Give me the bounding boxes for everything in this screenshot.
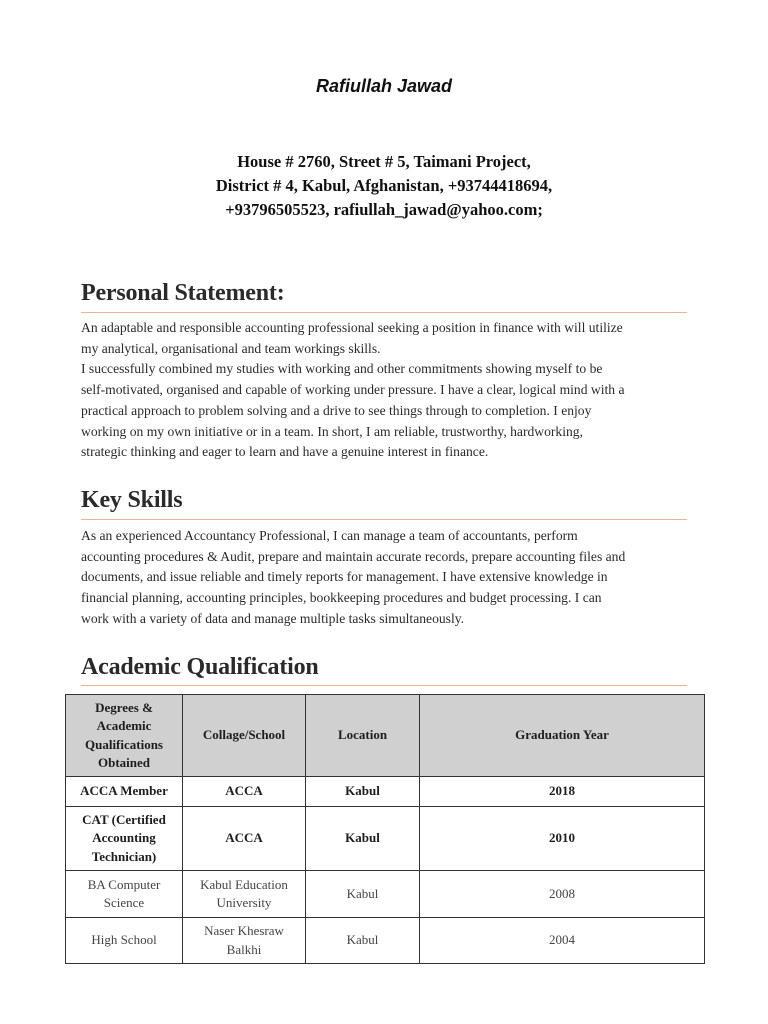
personal-statement-text [81, 318, 701, 463]
key-skills-text [81, 526, 701, 630]
address-line: House # 2760, Street # 5, Taimani Project, [237, 152, 531, 171]
location-cell: Kabul [306, 918, 420, 964]
location-cell: Kabul [306, 871, 420, 918]
text-line: accounting procedures & Audit, prepare and maintain accurate records, prepare accounting files and [81, 548, 626, 564]
school-cell: Kabul Education University [183, 871, 306, 918]
column-header-graduation-year: Graduation Year [420, 695, 705, 777]
column-header-location: Location [306, 695, 420, 777]
text-line: I successfully combined my studies with working and other commitments showing myself to be [81, 361, 603, 377]
year-cell: 2008 [420, 871, 705, 918]
school-cell: ACCA [183, 777, 306, 807]
section-divider [81, 519, 687, 520]
section-divider [81, 312, 687, 313]
table-row [66, 871, 705, 918]
year-cell: 2018 [420, 777, 705, 807]
text-line: self-motivated, organised and capable of working under pressure. I have a clear, logical mind with a [81, 382, 625, 398]
table-row [66, 918, 705, 964]
table-header-row [66, 695, 705, 777]
key-skills-heading: Key Skills [81, 487, 183, 513]
location-cell: Kabul [306, 777, 420, 807]
table-row [66, 777, 705, 807]
degree-cell: High School [66, 918, 183, 964]
degree-cell: ACCA Member [66, 777, 183, 807]
year-cell: 2004 [420, 918, 705, 964]
column-header-degree: Degrees & Academic Qualifications Obtained [66, 695, 183, 777]
text-line: strategic thinking and eager to learn and have a genuine interest in finance. [81, 444, 489, 460]
personal-statement-heading: Personal Statement: [81, 280, 285, 306]
academic-qualification-heading: Academic Qualification [81, 654, 319, 680]
text-line: my analytical, organisational and team workings skills. [81, 340, 381, 356]
candidate-name: Rafiullah Jawad [315, 76, 453, 96]
contact-address [0, 150, 768, 222]
address-line: District # 4, Kabul, Afghanistan, +93744418694, [215, 176, 553, 195]
text-line: work with a variety of data and manage multiple tasks simultaneously. [81, 610, 465, 626]
school-cell: Naser Khesraw Balkhi [183, 918, 306, 964]
section-divider [81, 685, 687, 686]
text-line: As an experienced Accountancy Professional, I can manage a team of accountants, perform [81, 528, 578, 543]
text-line: documents, and issue reliable and timely reports for management. I have extensive knowledge in [81, 569, 608, 585]
table-row [66, 807, 705, 871]
year-cell: 2010 [420, 807, 705, 871]
degree-cell: CAT (Certified Accounting Technician) [66, 807, 183, 871]
school-cell: ACCA [183, 807, 306, 871]
text-line: practical approach to problem solving and a drive to see things through to completion. I enjoy [81, 402, 592, 418]
degree-cell: BA Computer Science [66, 871, 183, 918]
text-line: working on my own initiative or in a team. In short, I am reliable, trustworthy, hardworking, [81, 423, 583, 439]
column-header-school: Collage/School [183, 695, 306, 777]
location-cell: Kabul [306, 807, 420, 871]
address-line-contact: +93796505523, rafiullah_jawad@yahoo.com; [225, 200, 543, 219]
qualifications-table [65, 694, 705, 964]
text-line: An adaptable and responsible accounting professional seeking a position in finance with will utilize [81, 320, 623, 335]
text-line: financial planning, accounting principles, bookkeeping procedures and budget processing. I can [81, 590, 602, 606]
